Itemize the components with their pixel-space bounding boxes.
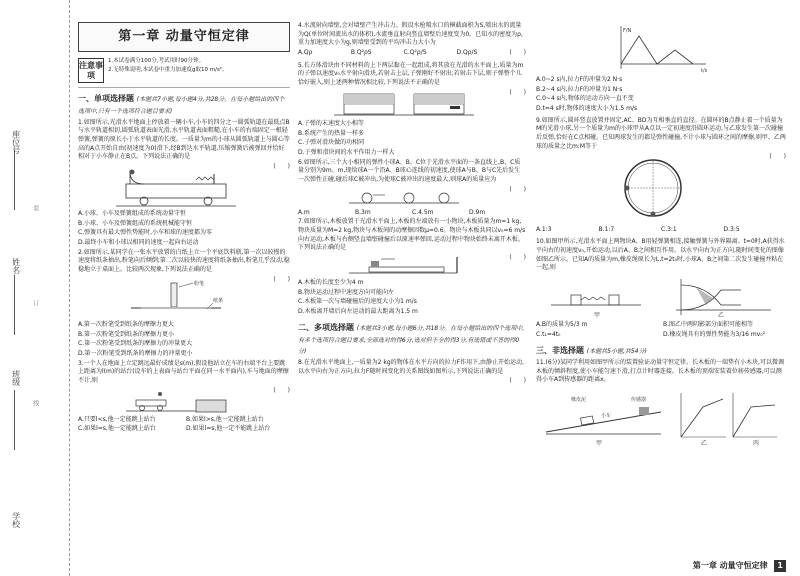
question-9 [536, 117, 786, 235]
option-a: A.小球、小车及弹簧组成的系统动量守恒 [78, 210, 186, 217]
board-wall-figure [339, 255, 469, 277]
figure-label-jia: 甲 [596, 440, 603, 448]
question-stem: 2.如图所示,某同学在一张水平放置的白纸上立一个平底饮料瓶,第一次以较慢的速度将纸条抽出,粉笔向后倾倒;第二次以较快的速度将纸条抽出,粉笔几乎没动,稳稳地立于桌面上。比较两次现象,下列说法正确的是 [78, 248, 290, 274]
jump-platform-figure [116, 388, 236, 414]
option-b: B.如果l>s,他一定能跳上站台 [186, 415, 264, 423]
option-a: A.B的质量为5/3 m [536, 320, 588, 328]
cut-mark-2: 订 [31, 300, 39, 306]
spring-velocity-figure [546, 275, 776, 319]
option-b: B.2~4 s内,拉力F的冲量为1 N·s [536, 85, 623, 93]
options-row [536, 226, 786, 236]
school-label: 学校 [11, 512, 21, 528]
option-d: D.t=4 s时,物体的速度大小为1.5 m/s [536, 105, 638, 113]
figure-label-sensor: 传感器 [631, 397, 647, 404]
option-d: D.子弹和滑块间的水平作用力一样大 [298, 148, 395, 156]
option-c: C.t₁=4t₀ [536, 330, 561, 338]
cart-figure [116, 164, 236, 208]
question-8-options [536, 76, 786, 114]
option-c: C.弹簧具有最大弹性势能时,小车和球的速度都为零 [78, 229, 213, 237]
section-1-title: 一、单项选择题 [78, 94, 134, 104]
column-3 [536, 22, 786, 449]
option-a: A.Qρ [298, 49, 313, 57]
question-10 [536, 238, 786, 340]
option-c: C.子弹对滑块做的功相同 [298, 139, 365, 147]
notice-tag: 注意事项 [78, 58, 104, 83]
section-1-heading [78, 93, 290, 116]
answer-blank: ( ) [273, 163, 290, 170]
section-3-note: (本题共5小题,共54分) [586, 348, 647, 356]
svg-text:F/N: F/N [623, 28, 632, 34]
option-d: D.木板离开墙后向左运动的最大距离为1.5 m [298, 308, 418, 316]
section-2-title: 二、多项选择题 [298, 322, 354, 332]
question-11 [536, 359, 786, 447]
name-label: 姓名 [11, 258, 21, 274]
option-a: A.m [298, 208, 310, 216]
option-c: C.木板第一次与墙碰撞后的速度大小为1 m/s [298, 298, 417, 306]
option-a: A.1:3 [536, 225, 552, 233]
experiment-figure [541, 387, 781, 447]
question-stem: 7.如图所示,木板放置于光滑水平面上,木板的左端放有一小物块,木板质量为m=1 kg,物块质量为M=2 kg,物块与木板间的动摩擦因数μ=0.6。物块与木板共同以v₀=6 m/s向右运动,木板与右侧竖直墙壁碰撞后以原速率弹回,运动过程中物块始终未离开木板。下列说法正确的是 [298, 218, 526, 252]
page-number: 1 [774, 560, 786, 572]
option-c: C.如果l=s,他一定能跳上站台 [78, 425, 156, 433]
option-d: D.橡皮绳具有的弹性势能为3/16 mv₀² [663, 330, 766, 338]
section-3-heading [536, 345, 786, 357]
question-stem: 1.如图所示,光滑水平地面上停放着一辆小车,小车的四分之一圆弧轨道在最低点B与水平轨道相切,圆弧轨道表面光滑,水平轨道表面粗糙,在小车的右端固定一根轻弹簧,弹簧的原长小于水平轨道的长度。一质量为m的小球从圆弧轨道上与圆心等高的A点开始自由(初速度为0)滑下,经B到达水平轨道,压缩弹簧后被弹回并恰好相对于小车静止在B点。下列说法正确的是 [78, 118, 290, 161]
option-d: D.3:5 [723, 225, 740, 233]
option-d: D.第一次粉笔受到纸条的摩擦力的冲量更小 [78, 349, 193, 357]
section-3-title: 三、非选择题 [536, 346, 584, 356]
option-c: C.3:1 [661, 225, 677, 233]
cut-mark-1: 装 [31, 205, 39, 211]
option-d: D.Qρ/S [456, 49, 478, 57]
ring-figure [613, 154, 693, 224]
class-label: 班级 [11, 370, 21, 386]
question-5 [298, 62, 526, 158]
question-stem: 8.在光滑水平地面上,一质量为2 kg的物体在水平方向的拉力F作用下,由静止开始运动,以水平向右为正方向,拉力F随时间变化的关系图线如图所示,下列说法正确的是 [298, 358, 524, 375]
option-b: B.物块运动过程中速度方向可能向左 [298, 288, 395, 296]
question-7 [298, 218, 526, 317]
page-footer [693, 560, 786, 572]
question-3 [78, 360, 290, 435]
options-row [298, 209, 526, 219]
question-stem: 5.长方体滑块由不同材料的上下两层黏在一起组成,将其放在光滑的水平面上,质量为m的子弹以速度v₀水平射向滑块,若射击上层,子弹刚好不射出;若射击下层,则子弹整个儿恰好嵌入,则上述两种情况相比较,下列说法不正确的是 [298, 61, 524, 87]
option-a: A.第一次粉笔受到纸条的摩擦力更大 [78, 320, 174, 328]
column-2 [298, 22, 526, 386]
notice-line: 1.本试卷满分100分,考试用时90分钟。 [108, 58, 204, 64]
section-2-heading [298, 322, 526, 357]
force-time-graph [611, 24, 711, 74]
option-b: B.图乙中两阴影部分面积可能相等 [663, 320, 754, 328]
option-d: D.9m [469, 208, 486, 216]
option-d: D.最终小车和小球以相同的速度一起向右运动 [78, 239, 199, 247]
section-1-note: (本题共7小题,每小题4分,共28分。在每小题给出的四个选项中,只有一个选项符合题目要求) [78, 96, 285, 115]
option-c: C.4.5m [412, 208, 434, 216]
options-grid [78, 416, 290, 435]
option-b: B.Q²ρS [350, 49, 372, 57]
option-c: C.Q²ρ/S [403, 49, 427, 57]
question-stem: 10.如图甲所示,光滑水平面上两物块A、B用轻弹簧相连,接触弹簧与外界隔离。t=0时,A获得水平向右的初速度v₀,开始运动,以后A、B之间相互作用。以水平向右为正方向,随时间变化的图像如图乙所示。已知A的质量为m,橡皮绳原长为L,t=2t₀时,小球A、B之间第二次发生碰撞并粘在一起,则 [536, 238, 785, 272]
answer-blank: ( ) [273, 386, 290, 394]
question-stem: 9.如图所示,圆环竖直放置并固定,AC、BD为互相垂直的直径。在圆环的B点静止着一个质量为M的光滑小球,另一个质量为m的小球甲从A点以一定初速度沿圆环运动,与乙球发生第一次碰撞后反弹,恰好在C点相碰。已知两球发生的都是弹性碰撞,不计小球与圆环之间的摩擦,则甲、乙两球的质量之比m:M等于 [536, 116, 786, 150]
question-6 [298, 159, 526, 219]
figure-label-yi: 乙 [718, 311, 725, 319]
name-line [14, 275, 15, 335]
notice-line: 2.无特殊说明,本试卷中重力加速度g取10 m/s²。 [108, 66, 228, 73]
options-grid [536, 321, 786, 340]
option-a: A.只要l<s,他一定能跳上站台 [78, 415, 156, 423]
option-c: C.0~4 s内,物体的运动方向一直不变 [536, 95, 634, 103]
option-b: B.系统产生的热量一样多 [298, 129, 365, 137]
option-b: B.1:7 [598, 225, 615, 233]
option-b: B.第一次粉笔受到纸条的摩擦力更小 [78, 330, 175, 338]
option-a: A.木板的长度至少为4 m [298, 279, 364, 287]
figure-label-chalk: 粉笔 [193, 280, 204, 287]
answer-blank: ( ) [509, 88, 526, 96]
question-stem: 6.如图所示,三个大小相同的弹性小球A、B、C位于光滑水平面的一条直线上,B、C质量分别为9m、m,现给球A一个沿A、B球心连线的初速度,使球A与B、B与C先后发生一次弹性正碰,碰后球C被冲出,为使球C被冲出的速度最大,则球A的质量应为 [298, 158, 521, 183]
option-b: B.3m [355, 208, 371, 216]
cut-mark-3: 线 [31, 400, 39, 406]
class-line [14, 390, 15, 450]
section-2-note: (本题共3小题,每小题6分,共18分。在每小题给出的四个选项中,有多个选项符合题目要求,全部选对的得6分,选对但不全的得3分,有选错或不答的得0分) [298, 324, 525, 356]
question-1 [78, 119, 290, 248]
seat-line [14, 150, 15, 210]
question-stem: 11.(6分)某同学利用如图甲所示的装置验证动量守恒定律。长木板的一端垫有小木块,可以微调木板的倾斜程度,使小车能匀速下滑,打点计时器连接。长木板的顶端安装着位移传感器,可以测得小车A到传感器的距离x。 [536, 359, 784, 384]
question-2 [78, 249, 290, 359]
chalk-paper-figure [121, 277, 231, 319]
notice-box [78, 58, 290, 88]
option-a: A.子弹的末速度大小相等 [298, 119, 364, 127]
answer-blank: ( ) [509, 377, 526, 385]
notice-body [104, 58, 290, 83]
binding-margin [0, 0, 70, 576]
question-stem: 4.水流射向墙壁,会对墙壁产生冲击力。假设水枪喷水口的横截面积为S,喷出水的流量为Q(单位时间流出水的体积),水流垂直射向竖直墙壁后速度变为0。已知水的密度为ρ,重力加速度大小为g,则墙壁受到的平均冲击力大小为 [298, 22, 523, 47]
svg-text:t/s: t/s [701, 68, 708, 74]
question-8 [298, 358, 526, 385]
option-b: B.小球、小车及弹簧组成的系统机械能守恒 [78, 219, 193, 227]
seat-label: 座位号 [11, 130, 21, 154]
option-c: C.第一次粉笔受到纸条的摩擦力的冲量更大 [78, 340, 193, 348]
answer-blank: ( ) [509, 49, 526, 57]
three-balls-figure [339, 187, 469, 207]
option-d: D.如果l=s,他一定不能跳上站台 [186, 425, 271, 433]
figure-label-jia: 甲 [594, 311, 601, 319]
chapter-title: 第一章 动量守恒定律 [78, 22, 290, 52]
figure-label-yi: 乙 [701, 440, 708, 448]
figure-label-bing: 丙 [753, 440, 760, 448]
figure-label-cart: 小车 [601, 413, 612, 420]
question-stem: 3.一个人在地面上立定跳远最好成绩是s(m),假设他站立在车的右端平台上要跳上距离为l(m)的站台(设车的上表面与站台平面在同一水平面内),车与地面的摩擦不计,则 [78, 359, 289, 384]
options-row [298, 49, 509, 59]
question-4 [298, 22, 526, 59]
answer-blank: ( ) [769, 152, 786, 160]
footer-chapter: 第一章 动量守恒定律 [692, 561, 768, 571]
figure-label-putty: 橡皮泥 [571, 397, 587, 404]
answer-blank: ( ) [509, 185, 526, 193]
column-1 [78, 22, 290, 435]
answer-blank: ( ) [273, 275, 290, 283]
figure-label-paper: 纸条 [212, 297, 223, 304]
bullet-block-figure [324, 90, 484, 118]
option-a: A.0~2 s内,拉力F的冲量为2 N·s [536, 76, 623, 83]
answer-blank: ( ) [509, 254, 526, 262]
